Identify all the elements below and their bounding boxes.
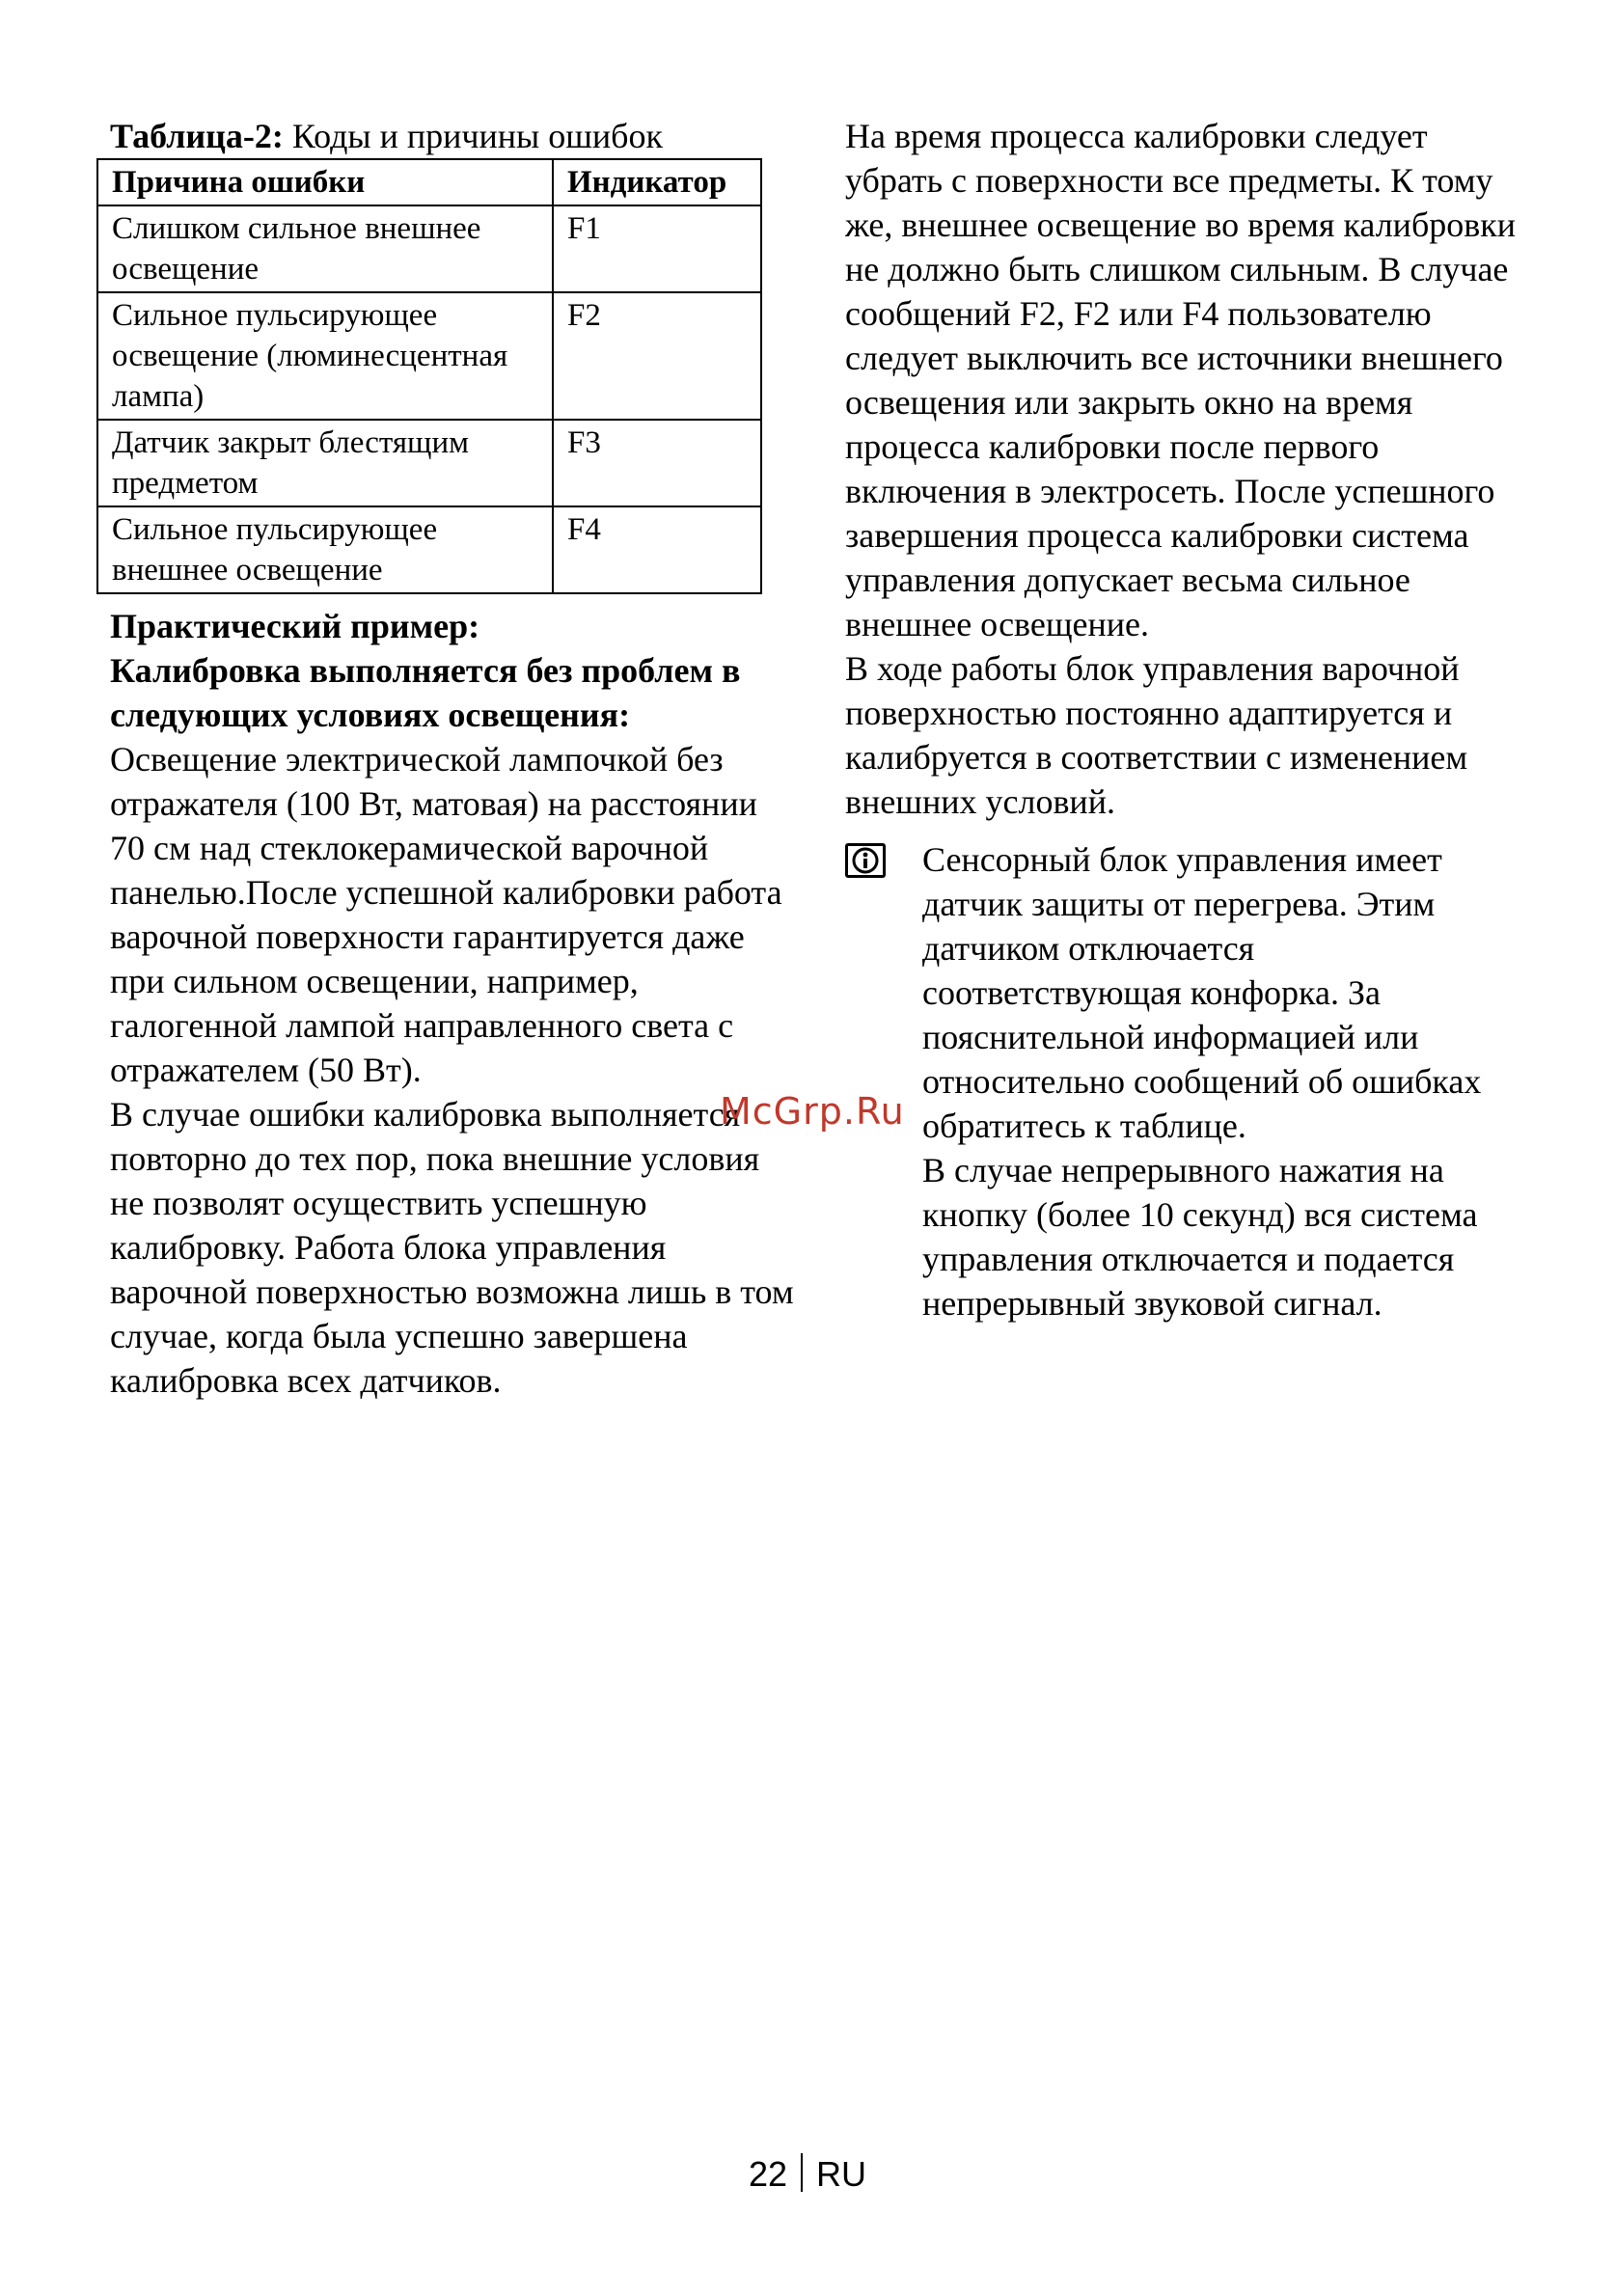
cell-code: F4 [553, 506, 761, 593]
calibration-paragraph: На время процесса калибровки следует убрать с поверхности все предметы. К тому же, внешнее освещение во время калибровки не должно быть слишком сильным. В случае сообщений F2, F2 или F4 пользователю следует выключить все источники внешнего освещения или закрыть окно на время процесса калибровки после первого включения в электросеть. После успешного завершения процесса калибровки система управления допускает весьма сильное внешнее освещение. [845, 117, 1517, 643]
cell-code: F2 [553, 292, 761, 420]
table-header-row [97, 159, 761, 205]
header-cause: Причина ошибки [97, 159, 553, 205]
cell-cause: Сильное пульсирующее внешнее освещение [97, 506, 553, 593]
example-paragraph: Освещение электрической лампочкой без отражателя (100 Вт, матовая) на расстоянии 70 см над стеклокерамической варочной панелью.После успешной калибровки работа варочной поверхности гарантируется даже при сильном освещении, например, галогенной лампой направленного света с отражателем (50 Вт). [110, 740, 782, 1089]
watermark: McGrp.Ru [720, 1090, 905, 1133]
table-caption-text: Коды и причины ошибок [283, 117, 663, 155]
example-subheading: Калибровка выполняется без проблем в следующих условиях освещения: [110, 651, 741, 734]
table-row [97, 205, 761, 292]
adaptation-paragraph: В ходе работы блок управления варочной поверхностью постоянно адаптируется и калибруется в соответствии с изменением внешних условий. [845, 649, 1468, 821]
cell-cause: Слишком сильное внешнее освещение [97, 205, 553, 292]
left-column [110, 114, 795, 1403]
note-paragraph-2: В случае непрерывного нажатия на кнопку (более 10 секунд) вся система управления отключается и подается непрерывный звуковой сигнал. [922, 1151, 1478, 1323]
language-code: RU [816, 2154, 867, 2194]
table-caption-label: Таблица-2: [110, 117, 284, 155]
cell-code: F1 [553, 205, 761, 292]
page-number: 22 [748, 2154, 788, 2194]
table-row [97, 420, 761, 506]
cell-cause: Сильное пульсирующее освещение (люминесцентная лампа) [97, 292, 553, 420]
table-caption [110, 114, 795, 158]
info-note [845, 837, 1520, 1326]
error-calibration-paragraph: В случае ошибки калибровка выполняется повторно до тех пор, пока внешние условия не позволят осуществить успешную калибровку. Работа блока управления варочной поверхностью возможна лишь в том случае, когда была успешно завершена калибровка всех датчиков. [110, 1095, 794, 1400]
error-codes-table [96, 158, 762, 594]
header-indicator: Индикатор [553, 159, 761, 205]
page-footer [0, 2153, 1615, 2195]
note-paragraph: Сенсорный блок управления имеет датчик защиты от перегрева. Этим датчиком отключается соответствующая конфорка. За пояснительной информацией или относительно сообщений об ошибках обратитесь к таблице. [922, 840, 1482, 1145]
right-column [845, 114, 1520, 1326]
cell-code: F3 [553, 420, 761, 506]
example-heading: Практический пример: [110, 607, 480, 645]
table-row [97, 292, 761, 420]
cell-cause: Датчик закрыт блестящим предметом [97, 420, 553, 506]
table-row [97, 506, 761, 593]
footer-separator [801, 2153, 803, 2192]
info-icon [845, 843, 886, 878]
